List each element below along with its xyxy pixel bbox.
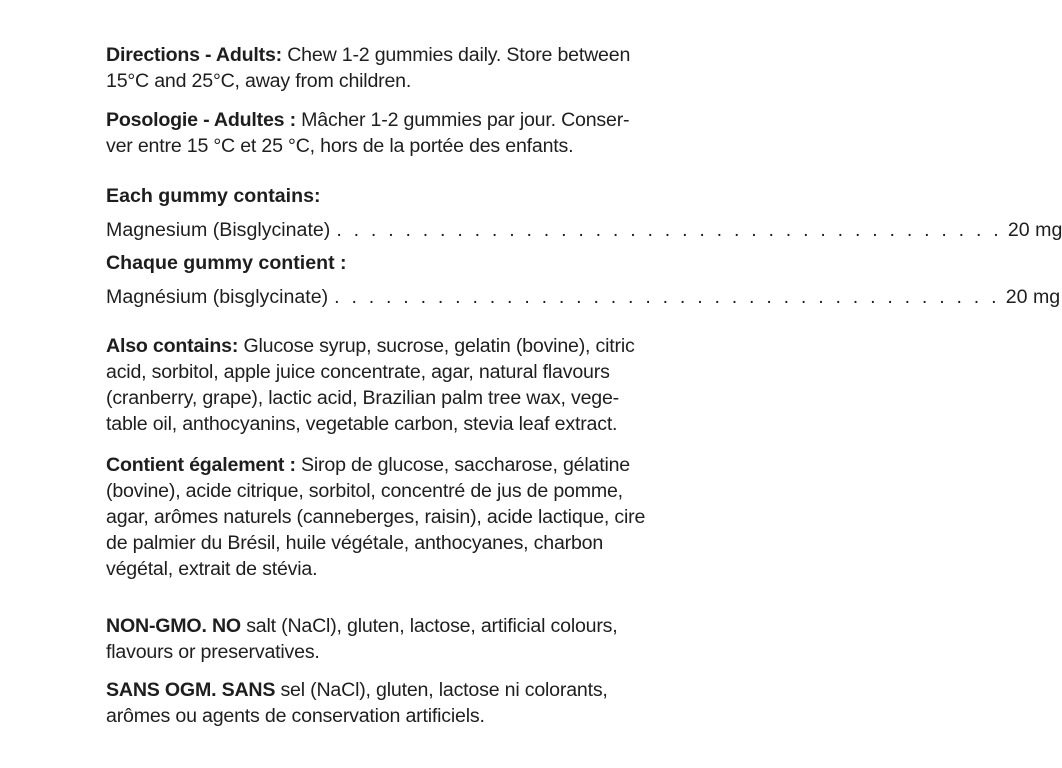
also-contains-fr (106, 452, 678, 582)
directions-fr-label: Posologie - Adultes : (106, 109, 296, 131)
ingredients-en-heading: Each gummy contains: (106, 185, 321, 207)
ingredients-fr-heading: Chaque gummy contient : (106, 252, 347, 274)
directions-fr-text: Mâcher 1-2 gummies par jour. Conser- (295, 109, 630, 131)
also-contains-en-text: acid, sorbitol, apple juice concentrate, agar, natural flavours (106, 361, 610, 383)
ingredient-name: Magnésium (bisglycinate) (106, 286, 329, 308)
ingredient-amount: 20 mg (1007, 219, 1062, 241)
free-from-en (106, 613, 678, 665)
free-from-fr-label: SANS OGM. SANS (106, 679, 276, 701)
ingredient-amount: 20 mg (1005, 286, 1061, 308)
also-contains-fr-text: végétal, extrait de stévia. (106, 558, 318, 580)
leader-dots: . . . . . . . . . . . . . . . . . . . . . . . . . . . . . . . . . . . . . . . (336, 219, 1002, 241)
also-contains-en-text: Glucose syrup, sucrose, gelatin (bovine), citric (238, 335, 635, 357)
free-from-fr-text: arômes ou agents de conservation artificiels. (106, 705, 485, 727)
free-from-fr (106, 677, 678, 729)
ingredient-row-fr (106, 284, 1061, 310)
directions-fr-text: ver entre 15 °C et 25 °C, hors de la portée des enfants. (106, 135, 574, 157)
also-contains-en-text: (cranberry, grape), lactic acid, Brazilian palm tree wax, vege- (106, 387, 620, 409)
also-contains-fr-text: (bovine), acide citrique, sorbitol, concentré de jus de pomme, (106, 480, 623, 502)
directions-en-text: 15°C and 25°C, away from children. (106, 70, 412, 92)
directions-en-label: Directions - Adults: (106, 44, 282, 66)
ingredient-row-en (106, 217, 1062, 243)
free-from-en-text: salt (NaCl), gluten, lactose, artificial colours, (240, 615, 618, 637)
also-contains-en-text: table oil, anthocyanins, vegetable carbon, stevia leaf extract. (106, 413, 618, 435)
leader-dots: . . . . . . . . . . . . . . . . . . . . . . . . . . . . . . . . . . . . . . . (334, 286, 1000, 308)
directions-en-text: Chew 1-2 gummies daily. Store between (281, 44, 631, 66)
also-contains-fr-text: Sirop de glucose, saccharose, gélatine (295, 454, 630, 476)
ingredient-name: Magnesium (Bisglycinate) (106, 219, 331, 241)
free-from-en-label: NON-GMO. NO (106, 615, 241, 637)
directions-en (106, 42, 678, 94)
directions-fr (106, 107, 678, 159)
free-from-en-text: flavours or preservatives. (106, 641, 320, 663)
also-contains-en-label: Also contains: (106, 335, 239, 357)
also-contains-fr-label: Contient également : (106, 454, 296, 476)
free-from-fr-text: sel (NaCl), gluten, lactose ni colorants, (275, 679, 608, 701)
also-contains-fr-text: agar, arômes naturels (canneberges, raisin), acide lactique, cire (106, 506, 646, 528)
also-contains-fr-text: de palmier du Brésil, huile végétale, anthocyanes, charbon (106, 532, 604, 554)
also-contains-en (106, 333, 678, 437)
